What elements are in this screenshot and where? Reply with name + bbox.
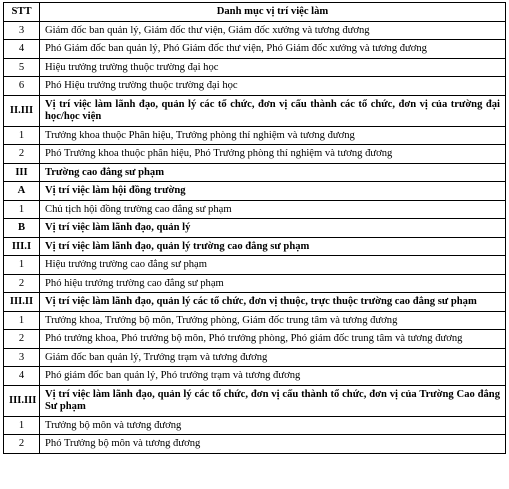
row-name: Vị trí việc làm hội đồng trường [40,182,506,201]
row-stt: 1 [4,200,40,219]
row-stt: 2 [4,330,40,349]
row-stt: 2 [4,145,40,164]
table-row [4,145,506,164]
table-row [4,256,506,275]
table-row [4,77,506,96]
row-name: Trường cao đẳng sư phạm [40,163,506,182]
row-name: Phó hiệu trưởng trường cao đẳng sư phạm [40,274,506,293]
row-stt: 5 [4,58,40,77]
row-stt: III.III [4,385,40,416]
table-row [4,274,506,293]
row-stt: 2 [4,435,40,454]
table-row-section [4,95,506,126]
table-row [4,416,506,435]
table-row [4,435,506,454]
row-stt: III.II [4,293,40,312]
row-name: Phó Giám đốc ban quản lý, Phó Giám đốc thư viện, Phó Giám đốc xưởng và tương đương [40,40,506,59]
table-row [4,311,506,330]
table-row [4,58,506,77]
row-name: Trưởng bộ môn và tương đương [40,416,506,435]
row-name: Hiệu trưởng trường cao đẳng sư phạm [40,256,506,275]
job-position-table [3,2,506,454]
row-name: Vị trí việc làm lãnh đạo, quản lý các tổ chức, đơn vị cấu thành các tổ chức, đơn vị của trường đại học/học viện [40,95,506,126]
row-name: Vị trí việc làm lãnh đạo, quản lý [40,219,506,238]
table-header-row [4,3,506,22]
header-name: Danh mục vị trí việc làm [40,3,506,22]
table-row-section [4,293,506,312]
row-stt: 1 [4,126,40,145]
row-name: Vị trí việc làm lãnh đạo, quản lý trường cao đẳng sư phạm [40,237,506,256]
row-stt: 1 [4,416,40,435]
row-stt: 1 [4,311,40,330]
row-name: Trưởng khoa thuộc Phân hiệu, Trưởng phòng thí nghiệm và tương đương [40,126,506,145]
row-stt: 3 [4,348,40,367]
table-row [4,126,506,145]
row-name: Trưởng khoa, Trưởng bộ môn, Trưởng phòng, Giám đốc trung tâm và tương đương [40,311,506,330]
table-row [4,200,506,219]
row-stt: 1 [4,256,40,275]
table-row [4,40,506,59]
row-stt: II.III [4,95,40,126]
table-row [4,348,506,367]
row-stt: 4 [4,367,40,386]
row-stt: III [4,163,40,182]
row-stt: 3 [4,21,40,40]
row-stt: 4 [4,40,40,59]
table-row-section [4,219,506,238]
row-stt: B [4,219,40,238]
row-stt: III.I [4,237,40,256]
row-stt: 2 [4,274,40,293]
row-name: Giám đốc ban quản lý, Giám đốc thư viện, Giám đốc xưởng và tương đương [40,21,506,40]
table-row-section [4,182,506,201]
row-name: Phó Trưởng khoa thuộc phân hiệu, Phó Trưởng phòng thí nghiệm và tương đương [40,145,506,164]
table-row [4,21,506,40]
row-name: Phó Trưởng bộ môn và tương đương [40,435,506,454]
row-name: Chủ tịch hội đồng trường cao đẳng sư phạm [40,200,506,219]
table-row-section [4,237,506,256]
table-row [4,367,506,386]
table-row [4,330,506,349]
row-name: Vị trí việc làm lãnh đạo, quản lý các tổ chức, đơn vị cấu thành tổ chức, đơn vị của Trường Cao đẳng Sư phạm [40,385,506,416]
table-row-section [4,163,506,182]
row-stt: A [4,182,40,201]
row-name: Hiệu trưởng trường thuộc trường đại học [40,58,506,77]
row-name: Phó giám đốc ban quản lý, Phó trưởng trạm và tương đương [40,367,506,386]
row-stt: 6 [4,77,40,96]
row-name: Giám đốc ban quản lý, Trưởng trạm và tương đương [40,348,506,367]
header-stt: STT [4,3,40,22]
table-row-section [4,385,506,416]
row-name: Phó trưởng khoa, Phó trưởng bộ môn, Phó trưởng phòng, Phó giám đốc trung tâm và tương đương [40,330,506,349]
row-name: Vị trí việc làm lãnh đạo, quản lý các tổ chức, đơn vị thuộc, trực thuộc trường cao đẳng sư phạm [40,293,506,312]
row-name: Phó Hiệu trưởng trường thuộc trường đại học [40,77,506,96]
